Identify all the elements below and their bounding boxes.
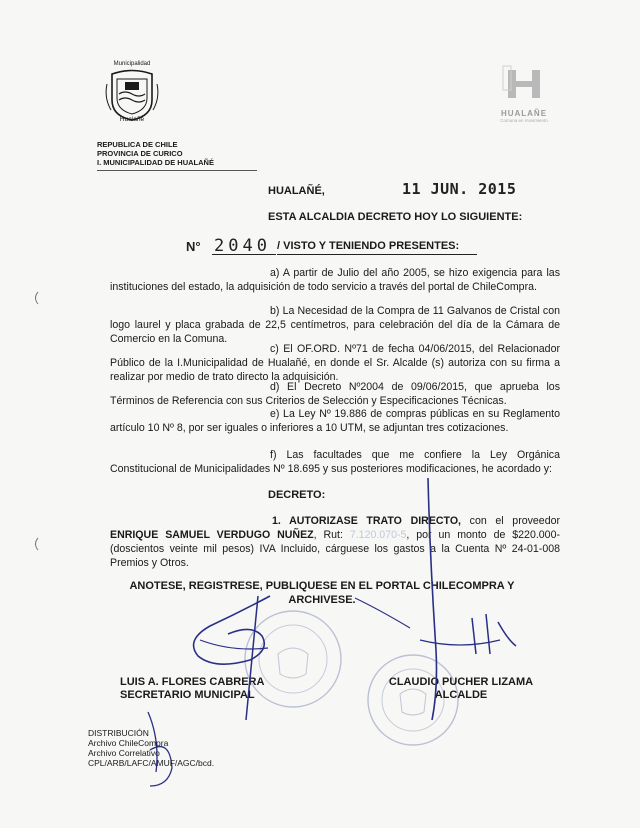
crest-top-label: Municipalidad	[113, 61, 151, 67]
mayor-name: CLAUDIO PUCHER LIZAMA	[388, 676, 534, 688]
crest-bottom-label: Hualañe	[119, 116, 145, 123]
header-line-municipality: I. MUNICIPALIDAD DE HUALAÑÉ	[97, 158, 214, 167]
date-stamp: 11 JUN. 2015	[402, 180, 517, 198]
decree-heading: ESTA ALCALDIA DECRETO HOY LO SIGUIENTE:	[268, 211, 523, 223]
visto-label: / VISTO Y TENIENDO PRESENTES:	[277, 240, 460, 252]
rut-label: , Rut:	[313, 529, 350, 541]
closing-formula: ANOTESE, REGISTRESE, PUBLIQUESE EN EL PORTAL CHILECOMPRA Y ARCHIVESE.	[129, 580, 515, 606]
article-1-lead: 1. AUTORIZASE TRATO DIRECTO,	[272, 515, 462, 527]
paragraph-d: d) El Decreto Nº2004 de 09/06/2015, que aprueba los Términos de Referencia con sus Criterios de Selección y Especificaciones Técnicas.	[110, 381, 560, 407]
logo-tagline: Comuna en movimiento	[500, 118, 548, 123]
decree-number-prefix-mark: N°	[186, 239, 201, 254]
distribution-item: CPL/ARB/LAFC/AMUF/AGC/bcd.	[88, 758, 215, 768]
distribution-title: DISTRIBUCIÓN	[88, 728, 149, 738]
paragraph-e: e) La Ley Nº 19.886 de compras públicas en su Reglamento artículo 10 Nº 8, por ser iguales o inferiores a 10 UTM, se adjuntan tres cotizaciones.	[110, 408, 560, 434]
article-1-rest: con el proveedor	[461, 515, 561, 527]
secretary-title: SECRETARIO MUNICIPAL	[120, 689, 255, 701]
place-label: HUALAÑÉ,	[268, 185, 325, 197]
decreto-label: DECRETO:	[268, 489, 326, 501]
amount-text: , por un monto de $220.000- (doscientos veinte mil pesos) IVA Incluido, cárguese los gastos a la Cuenta Nº 24-01-008 Premios y Otros.	[110, 529, 560, 569]
distribution-item: Archivo ChileCompra	[88, 738, 169, 748]
secretary-name: LUIS A. FLORES CABRERA	[120, 676, 265, 688]
logo-name: HUALAÑE	[500, 109, 548, 118]
mayor-title: ALCALDE	[434, 689, 488, 701]
header-line-province: PROVINCIA DE CURICO	[97, 149, 183, 158]
provider-name: ENRIQUE SAMUEL VERDUGO NUÑEZ	[110, 529, 314, 541]
header-line-republic: REPUBLICA DE CHILE	[97, 140, 178, 149]
paragraph-b: b) La Necesidad de la Compra de 11 Galvanos de Cristal con logo laurel y placa grabada de 22,5 centímetros, para celebración del día de la Cámara de Comercio en la Comuna.	[110, 305, 560, 345]
distribution-item: Archivo Correlativo	[88, 748, 160, 758]
paragraph-c: c) El OF.ORD. Nº71 de fecha 04/06/2015, del Relacionador Público de la I.Municipalidad de Hualañé, en donde el Sr. Alcalde (s) autoriza con su firma a realizar por medio de trato directo la adquisición.	[110, 343, 560, 383]
rut-value: 7.120.070-5	[349, 529, 407, 541]
decree-number: 2040	[214, 236, 271, 256]
paragraph-a: a) A partir de Julio del año 2005, se hizo exigencia para las instituciones del estado, la adquisición de todo servicio a través del portal de ChileCompra.	[110, 267, 560, 293]
paragraph-f: f) Las facultades que me confiere la Ley Orgánica Constitucional de Municipalidades Nº 18.695 y sus posteriores modificaciones, he acordado y:	[110, 449, 560, 475]
distribution-block	[88, 728, 214, 768]
